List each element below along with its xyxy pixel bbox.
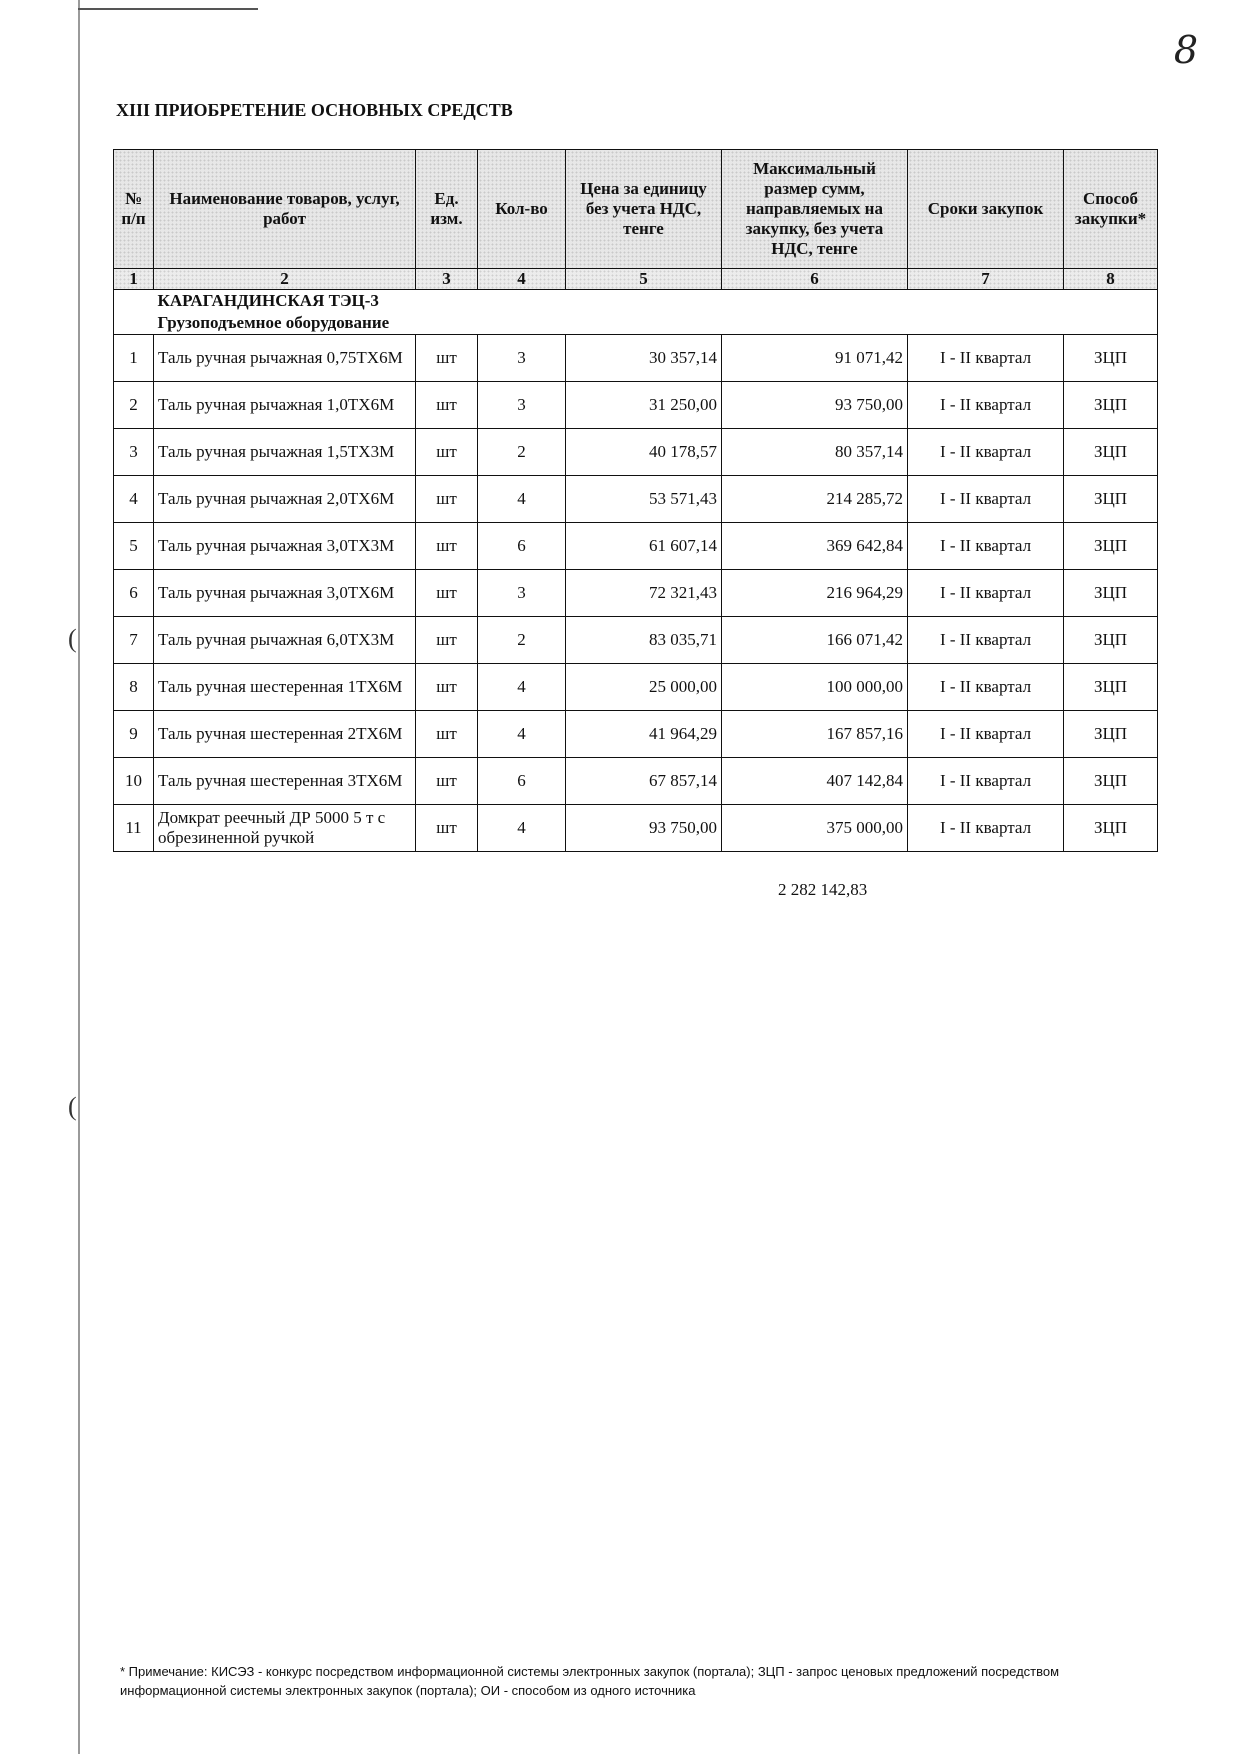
cell-sum: 93 750,00 <box>722 382 908 429</box>
cell-term: I - II квартал <box>908 382 1064 429</box>
header-cell: № п/п <box>114 150 154 269</box>
cell-n: 2 <box>114 382 154 429</box>
cell-n: 7 <box>114 617 154 664</box>
cell-qty: 6 <box>478 758 566 805</box>
cell-sum: 100 000,00 <box>722 664 908 711</box>
cell-qty: 2 <box>478 617 566 664</box>
procurement-table <box>113 149 1158 852</box>
punch-hole-mark: ( <box>68 1092 77 1121</box>
table-row <box>114 335 1158 382</box>
cell-name: Таль ручная рычажная 1,0ТХ6М <box>154 382 416 429</box>
cell-term: I - II квартал <box>908 711 1064 758</box>
cell-unit: шт <box>416 758 478 805</box>
cell-n: 3 <box>114 429 154 476</box>
cell-qty: 4 <box>478 805 566 852</box>
cell-price: 72 321,43 <box>566 570 722 617</box>
punch-hole-mark: ( <box>68 624 77 653</box>
cell-method: ЗЦП <box>1064 758 1158 805</box>
cell-unit: шт <box>416 523 478 570</box>
cell-name: Таль ручная рычажная 1,5ТХ3М <box>154 429 416 476</box>
header-cell: Кол-во <box>478 150 566 269</box>
cell-sum: 375 000,00 <box>722 805 908 852</box>
table-row <box>114 758 1158 805</box>
cell-n: 10 <box>114 758 154 805</box>
cell-price: 40 178,57 <box>566 429 722 476</box>
cell-unit: шт <box>416 429 478 476</box>
column-number: 3 <box>416 269 478 290</box>
cell-name: Таль ручная шестеренная 3ТХ6М <box>154 758 416 805</box>
cell-term: I - II квартал <box>908 429 1064 476</box>
header-cell: Ед. изм. <box>416 150 478 269</box>
cell-price: 61 607,14 <box>566 523 722 570</box>
cell-method: ЗЦП <box>1064 429 1158 476</box>
cell-sum: 80 357,14 <box>722 429 908 476</box>
cell-method: ЗЦП <box>1064 523 1158 570</box>
header-cell: Цена за единицу без учета НДС, тенге <box>566 150 722 269</box>
table-row <box>114 805 1158 852</box>
section-row <box>114 290 1158 313</box>
header-cell: Наименование товаров, услуг, работ <box>154 150 416 269</box>
cell-qty: 3 <box>478 570 566 617</box>
table-row <box>114 476 1158 523</box>
cell-sum: 407 142,84 <box>722 758 908 805</box>
cell-method: ЗЦП <box>1064 711 1158 758</box>
cell-price: 93 750,00 <box>566 805 722 852</box>
cell-unit: шт <box>416 382 478 429</box>
header-cell: Сроки закупок <box>908 150 1064 269</box>
column-number: 5 <box>566 269 722 290</box>
cell-price: 25 000,00 <box>566 664 722 711</box>
cell-name: Таль ручная рычажная 0,75ТХ6М <box>154 335 416 382</box>
cell-n: 8 <box>114 664 154 711</box>
cell-method: ЗЦП <box>1064 617 1158 664</box>
table-row <box>114 570 1158 617</box>
cell-unit: шт <box>416 617 478 664</box>
table-row <box>114 429 1158 476</box>
cell-method: ЗЦП <box>1064 805 1158 852</box>
cell-unit: шт <box>416 664 478 711</box>
handwritten-page-number: 8 <box>1173 28 1198 72</box>
cell-unit: шт <box>416 805 478 852</box>
cell-qty: 3 <box>478 335 566 382</box>
cell-qty: 4 <box>478 476 566 523</box>
cell-unit: шт <box>416 711 478 758</box>
cell-term: I - II квартал <box>908 335 1064 382</box>
column-number: 2 <box>154 269 416 290</box>
cell-name: Таль ручная шестеренная 2ТХ6М <box>154 711 416 758</box>
cell-sum: 214 285,72 <box>722 476 908 523</box>
cell-sum: 369 642,84 <box>722 523 908 570</box>
cell-term: I - II квартал <box>908 570 1064 617</box>
table-row <box>114 523 1158 570</box>
table-row <box>114 617 1158 664</box>
cell-price: 41 964,29 <box>566 711 722 758</box>
page-left-edge <box>78 0 80 1754</box>
column-number-row <box>114 269 1158 290</box>
cell-price: 83 035,71 <box>566 617 722 664</box>
cell-n: 5 <box>114 523 154 570</box>
page-top-edge <box>78 8 258 10</box>
cell-n: 9 <box>114 711 154 758</box>
header-cell: Способ закупки* <box>1064 150 1158 269</box>
cell-sum: 91 071,42 <box>722 335 908 382</box>
cell-n: 4 <box>114 476 154 523</box>
cell-method: ЗЦП <box>1064 335 1158 382</box>
table-row <box>114 382 1158 429</box>
table-row <box>114 711 1158 758</box>
cell-name: Таль ручная рычажная 3,0ТХ3М <box>154 523 416 570</box>
cell-name: Таль ручная рычажная 2,0ТХ6М <box>154 476 416 523</box>
cell-qty: 3 <box>478 382 566 429</box>
total-amount: 2 282 142,83 <box>778 880 868 899</box>
cell-unit: шт <box>416 335 478 382</box>
cell-unit: шт <box>416 476 478 523</box>
header-cell: Максимальный размер сумм, направляемых на закупку, без учета НДС, тенге <box>722 150 908 269</box>
cell-price: 53 571,43 <box>566 476 722 523</box>
cell-sum: 167 857,16 <box>722 711 908 758</box>
section-title: XIII ПРИОБРЕТЕНИЕ ОСНОВНЫХ СРЕДСТВ <box>116 100 513 120</box>
cell-price: 30 357,14 <box>566 335 722 382</box>
cell-method: ЗЦП <box>1064 664 1158 711</box>
cell-price: 31 250,00 <box>566 382 722 429</box>
cell-name: Таль ручная шестеренная 1ТХ6М <box>154 664 416 711</box>
cell-unit: шт <box>416 570 478 617</box>
cell-method: ЗЦП <box>1064 570 1158 617</box>
cell-n: 11 <box>114 805 154 852</box>
subsection-row <box>114 312 1158 335</box>
cell-qty: 2 <box>478 429 566 476</box>
cell-term: I - II квартал <box>908 805 1064 852</box>
cell-price: 67 857,14 <box>566 758 722 805</box>
section-label: КАРАГАНДИНСКАЯ ТЭЦ-3 <box>154 290 1158 313</box>
cell-name: Домкрат реечный ДР 5000 5 т с обрезиненной ручкой <box>154 805 416 852</box>
cell-term: I - II квартал <box>908 617 1064 664</box>
column-number: 8 <box>1064 269 1158 290</box>
cell-sum: 216 964,29 <box>722 570 908 617</box>
cell-term: I - II квартал <box>908 476 1064 523</box>
cell-term: I - II квартал <box>908 523 1064 570</box>
column-number: 1 <box>114 269 154 290</box>
cell-qty: 4 <box>478 664 566 711</box>
column-number: 7 <box>908 269 1064 290</box>
cell-term: I - II квартал <box>908 664 1064 711</box>
cell-method: ЗЦП <box>1064 382 1158 429</box>
table-row <box>114 664 1158 711</box>
footnote: * Примечание: КИСЭЗ - конкурс посредством информационной системы электронных закупок (портала); ЗЦП - запрос ценовых предложений посредством информационной системы электронных закупок (портала); ОИ - способом из одного источника <box>120 1664 1060 1698</box>
subsection-label: Грузоподъемное оборудование <box>154 312 1158 335</box>
header-row <box>114 150 1158 269</box>
column-number: 4 <box>478 269 566 290</box>
cell-method: ЗЦП <box>1064 476 1158 523</box>
cell-sum: 166 071,42 <box>722 617 908 664</box>
cell-name: Таль ручная рычажная 3,0ТХ6М <box>154 570 416 617</box>
cell-n: 1 <box>114 335 154 382</box>
cell-n: 6 <box>114 570 154 617</box>
cell-qty: 6 <box>478 523 566 570</box>
cell-qty: 4 <box>478 711 566 758</box>
cell-term: I - II квартал <box>908 758 1064 805</box>
cell-name: Таль ручная рычажная 6,0ТХ3М <box>154 617 416 664</box>
column-number: 6 <box>722 269 908 290</box>
